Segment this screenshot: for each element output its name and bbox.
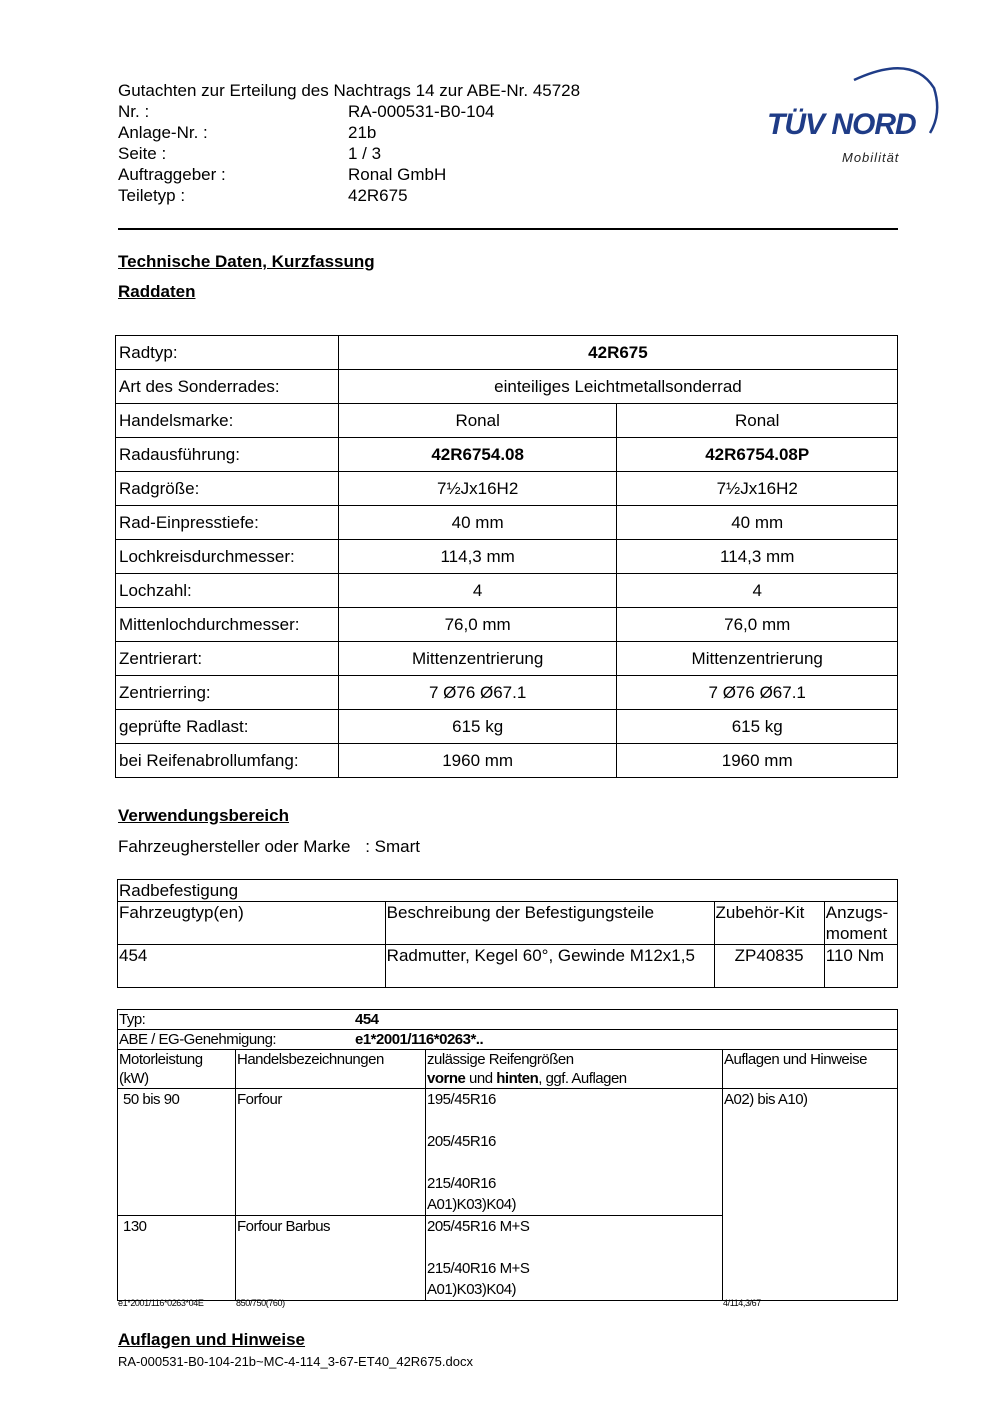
section-title-auflagen: Auflagen und Hinweise xyxy=(118,1330,306,1349)
mounting-title: Radbefestigung xyxy=(118,880,898,902)
table-row xyxy=(116,744,898,778)
trade-cell: Forfour Barbus xyxy=(236,1216,426,1301)
cell-label: Radausführung: xyxy=(116,438,339,472)
footer-bolt-pattern: 4/114,3/67 xyxy=(723,1298,761,1308)
cell-value-1: Mittenzentrierung xyxy=(338,642,617,676)
manufacturer-value: : Smart xyxy=(365,837,420,856)
tire-size: 195/45R16 xyxy=(427,1091,496,1108)
power-cell: 50 bis 90 xyxy=(118,1089,236,1216)
notes-cell: A02) bis A10) xyxy=(723,1089,898,1301)
section-title-tech: Technische Daten, Kurzfassung xyxy=(118,252,375,271)
cell-value-2: 7½Jx16H2 xyxy=(617,472,898,506)
typ-label: Typ: xyxy=(119,1011,146,1028)
cell: 454 xyxy=(118,945,386,988)
row-label: Radtyp: xyxy=(116,336,339,370)
header-cell: Beschreibung der Befestigungsteile xyxy=(385,902,714,945)
logo-subtitle: Mobilität xyxy=(842,150,900,165)
header-cell: Anzugs-moment xyxy=(824,902,897,945)
cell-value-2: Ronal xyxy=(617,404,898,438)
cell-label: Zentrierring: xyxy=(116,676,339,710)
manufacturer-label: Fahrzeughersteller oder Marke xyxy=(118,837,351,856)
table-header-row xyxy=(118,902,898,945)
header-row-nr: Nr. : RA-000531-B0-104 xyxy=(118,102,495,121)
tires-cell xyxy=(426,1216,723,1301)
table-row xyxy=(116,710,898,744)
table-row xyxy=(116,676,898,710)
header-row-anlage: Anlage-Nr. : 21b xyxy=(118,123,377,142)
header-cell-tires: zulässige Reifengrößen vorne und hinten, ggf. Auflagen xyxy=(426,1050,723,1089)
table-row xyxy=(116,404,898,438)
tire-size: A01)K03)K04) xyxy=(427,1196,517,1213)
header-cell: Auflagen und Hinweise xyxy=(723,1050,898,1089)
header-divider xyxy=(118,228,898,230)
header-cell: Fahrzeugtyp(en) xyxy=(118,902,386,945)
tire-size: 215/40R16 xyxy=(427,1175,496,1192)
cell-value-2: 76,0 mm xyxy=(617,608,898,642)
cell-label: Mittenlochdurchmesser: xyxy=(116,608,339,642)
cell: ZP40835 xyxy=(714,945,824,988)
footer-weights: 850/750(760) xyxy=(236,1298,285,1308)
tire-size: 205/45R16 M+S xyxy=(427,1218,530,1235)
footer-approval: e1*2001/116*0263*04E xyxy=(118,1298,204,1308)
cell-label: Zentrierart: xyxy=(116,642,339,676)
cell-label: Rad-Einpresstiefe: xyxy=(116,506,339,540)
mounting-table xyxy=(117,879,898,988)
tire-size: A01)K03)K04) xyxy=(427,1281,517,1298)
cell-value-1: 114,3 mm xyxy=(338,540,617,574)
cell-value-2: 40 mm xyxy=(617,506,898,540)
file-name: RA-000531-B0-104-21b~MC-4-114_3-67-ET40_42R675.docx xyxy=(118,1354,473,1369)
section-subtitle-raddaten: Raddaten xyxy=(118,282,196,301)
abe-value: e1*2001/116*0263*.. xyxy=(355,1031,484,1048)
logo-name: TÜV NORD xyxy=(767,108,916,141)
trade-cell: Forfour xyxy=(236,1089,426,1216)
table-row xyxy=(116,438,898,472)
wheel-rows xyxy=(116,404,898,778)
cell-value-2: 1960 mm xyxy=(617,744,898,778)
table-row xyxy=(118,1030,898,1050)
tire-size: 215/40R16 M+S xyxy=(427,1260,530,1277)
cell-value-2: 4 xyxy=(617,574,898,608)
abe-label: ABE / EG-Genehmigung: xyxy=(119,1031,277,1048)
manufacturer-line xyxy=(118,837,420,857)
table-row xyxy=(118,1010,898,1030)
cell-label: bei Reifenabrollumfang: xyxy=(116,744,339,778)
art-value: einteiliges Leichtmetallsonderrad xyxy=(338,370,897,404)
cell-value-2: 42R6754.08P xyxy=(617,438,898,472)
vehicle-table xyxy=(117,1009,898,1301)
cell-value-2: Mittenzentrierung xyxy=(617,642,898,676)
tire-size xyxy=(427,1152,721,1173)
typ-value: 454 xyxy=(355,1011,379,1028)
header-cell: Motorleistung (kW) xyxy=(118,1050,236,1089)
cell: Radmutter, Kegel 60°, Gewinde M12x1,5 xyxy=(385,945,714,988)
table-row xyxy=(118,880,898,902)
table-row xyxy=(116,336,898,370)
cell-value-1: 42R6754.08 xyxy=(338,438,617,472)
cell-label: Handelsmarke: xyxy=(116,404,339,438)
cell-value-1: 4 xyxy=(338,574,617,608)
table-row xyxy=(116,472,898,506)
cell-label: Lochzahl: xyxy=(116,574,339,608)
table-row xyxy=(116,608,898,642)
row-label: Art des Sonderrades: xyxy=(116,370,339,404)
table-row xyxy=(116,642,898,676)
tuv-nord-logo xyxy=(762,58,942,168)
table-row xyxy=(118,1089,898,1216)
cell-value-1: 7 Ø76 Ø67.1 xyxy=(338,676,617,710)
cell-value-1: 76,0 mm xyxy=(338,608,617,642)
tire-size xyxy=(427,1110,721,1131)
cell-value-2: 615 kg xyxy=(617,710,898,744)
cell-label: geprüfte Radlast: xyxy=(116,710,339,744)
tire-size xyxy=(427,1237,721,1258)
header-row-seite: Seite : 1 / 3 xyxy=(118,144,382,163)
tires-cell xyxy=(426,1089,723,1216)
cell-value-1: 615 kg xyxy=(338,710,617,744)
cell-value-1: 1960 mm xyxy=(338,744,617,778)
cell-value-2: 7 Ø76 Ø67.1 xyxy=(617,676,898,710)
table-row xyxy=(116,370,898,404)
document-title: Gutachten zur Erteilung des Nachtrags 14 zur ABE-Nr. 45728 xyxy=(118,81,581,100)
power-cell: 130 xyxy=(118,1216,236,1301)
cell: 110 Nm xyxy=(824,945,897,988)
header-row-teiletyp: Teiletyp : 42R675 xyxy=(118,186,408,205)
header-row-auftraggeber: Auftraggeber : Ronal GmbH xyxy=(118,165,447,184)
table-row xyxy=(116,506,898,540)
table-row xyxy=(116,540,898,574)
radtyp-value: 42R675 xyxy=(338,336,897,370)
table-header-row xyxy=(118,1050,898,1089)
cell-value-1: 40 mm xyxy=(338,506,617,540)
header-cell: Zubehör-Kit xyxy=(714,902,824,945)
document-header xyxy=(118,80,580,206)
cell-value-2: 114,3 mm xyxy=(617,540,898,574)
table-row xyxy=(116,574,898,608)
header-cell: Handelsbezeichnungen xyxy=(236,1050,426,1089)
table-row xyxy=(118,945,898,988)
section-title-verwendung: Verwendungsbereich xyxy=(118,806,289,825)
wheel-data-table xyxy=(115,335,898,778)
cell-label: Lochkreisdurchmesser: xyxy=(116,540,339,574)
cell-value-1: 7½Jx16H2 xyxy=(338,472,617,506)
cell-label: Radgröße: xyxy=(116,472,339,506)
tire-size: 205/45R16 xyxy=(427,1133,496,1150)
cell-value-1: Ronal xyxy=(338,404,617,438)
